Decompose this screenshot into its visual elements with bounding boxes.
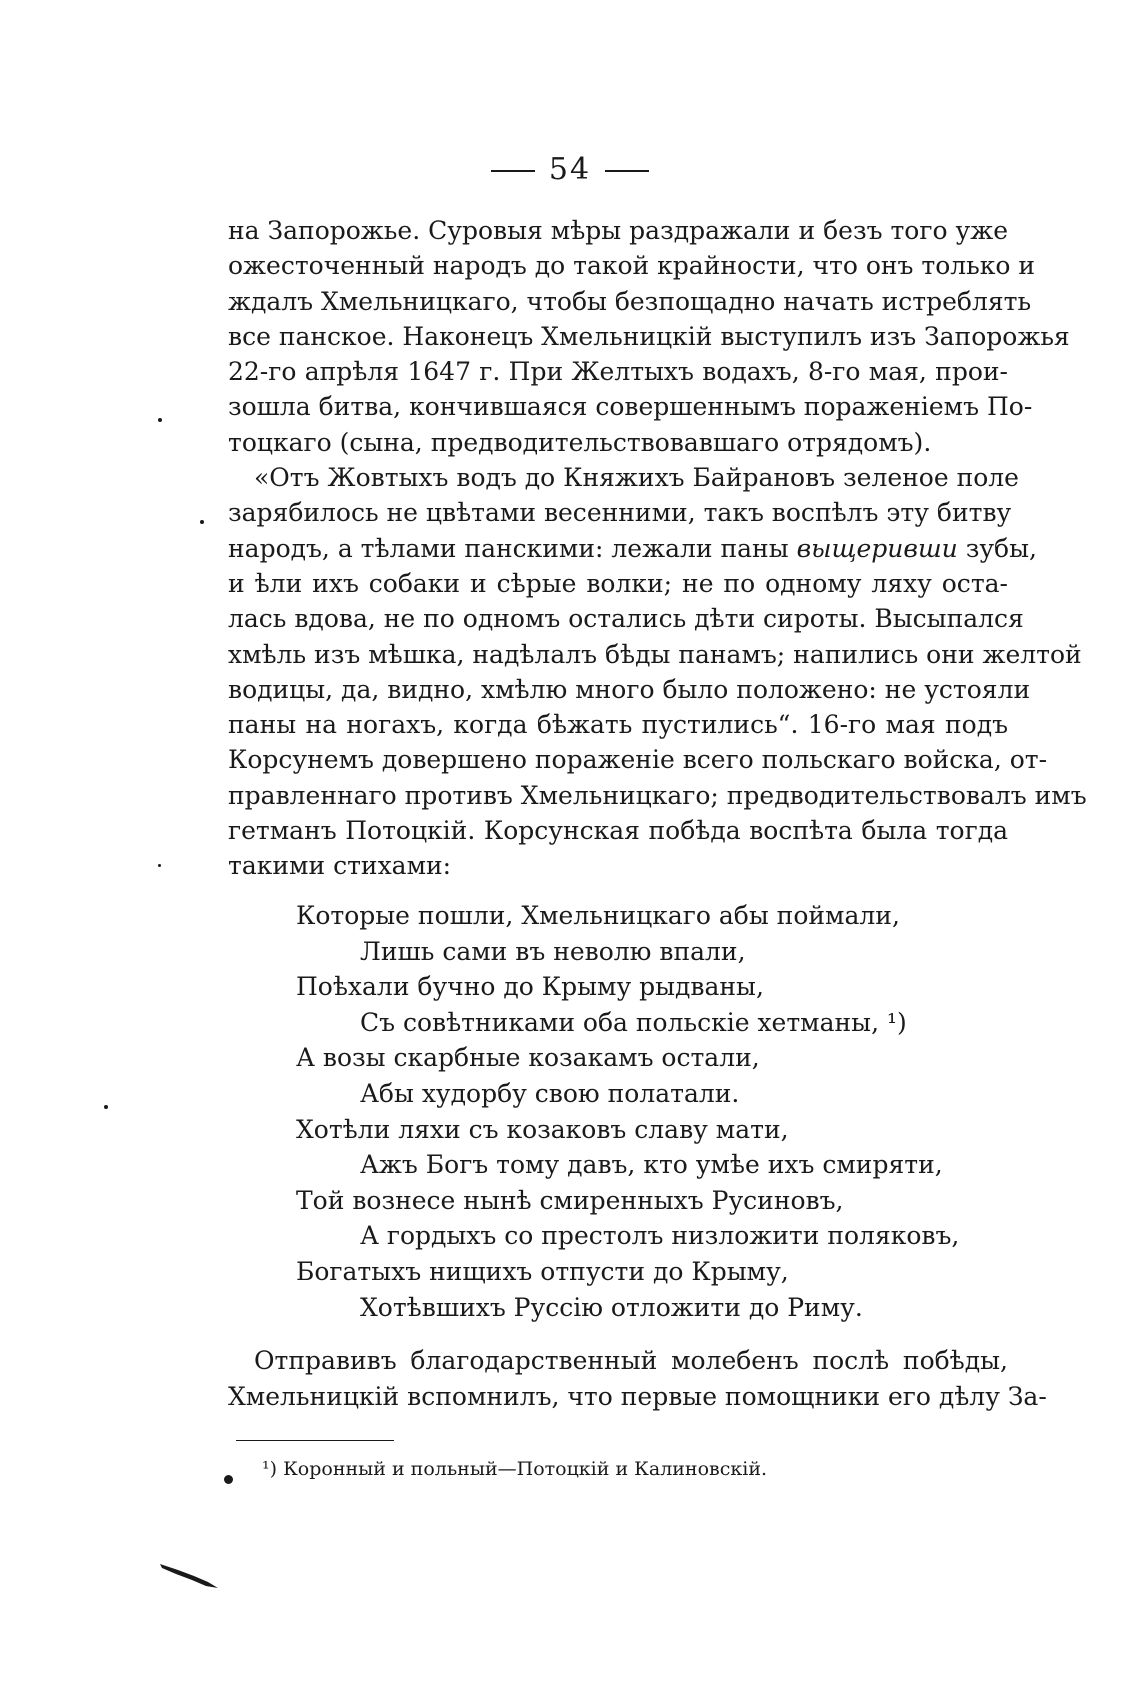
text-line-with-emphasis	[228, 531, 1037, 566]
poem-line: Лишь сами въ неволю впали,	[360, 936, 746, 966]
footnote-divider	[236, 1440, 394, 1441]
page-number: 54	[548, 152, 592, 187]
text-line: все панское. Наконецъ Хмельницкій выступилъ изъ Запорожья	[228, 321, 1070, 351]
text-fragment: народъ, а тѣлами панскими: лежали паны	[228, 533, 789, 563]
poem-line: Поѣхали бучно до Крыму рыдваны,	[296, 972, 764, 1002]
ink-smudge	[158, 1560, 220, 1590]
poem-line: Ажъ Богъ тому давъ, кто умѣе ихъ смиряти,	[360, 1150, 943, 1180]
text-line: ожесточенный народъ до такой крайности, что онъ только и	[228, 251, 1036, 281]
text-line: зошла битва, кончившаяся совершеннымъ пораженіемъ По-	[228, 392, 1033, 422]
scan-speck	[224, 1475, 233, 1484]
text-line: 22-го апрѣля 1647 г. При Желтыхъ водахъ, 8-го мая, прои-	[228, 357, 1008, 387]
poem-line: Съ совѣтниками оба польскіе хетманы, ¹)	[360, 1007, 907, 1037]
text-line: водицы, да, видно, хмѣлю много было положено: не устояли	[228, 674, 1031, 704]
scan-speck	[104, 1105, 108, 1109]
scan-speck	[158, 864, 161, 867]
poem-line: Абы худорбу свою полатали.	[360, 1078, 740, 1108]
left-dash	[491, 170, 535, 172]
footnote: ¹) Коронный и польный—Потоцкій и Калиновскій.	[262, 1458, 768, 1480]
text-line: Хмельницкій вспомнилъ, что первые помощники его дѣлу За-	[228, 1382, 1047, 1411]
text-line: на Запорожье. Суровыя мѣры раздражали и безъ того уже	[228, 216, 1008, 245]
scan-speck	[200, 520, 204, 524]
text-line: «Отъ Жовтыхъ водъ до Княжихъ Байрановъ зеленое поле	[254, 463, 1019, 493]
text-line: и ѣли ихъ собаки и сѣрые волки; не по одному ляху оста-	[228, 568, 1008, 598]
poem-line: Хотѣли ляхи съ козаковъ славу мати,	[296, 1114, 789, 1144]
text-line: тоцкаго (сына, предводительствовавшаго отрядомъ).	[228, 427, 932, 457]
text-line: хмѣль изъ мѣшка, надѣлалъ бѣды панамъ; напились они желтой	[228, 639, 1082, 669]
text-line: лась вдова, не по одномъ остались дѣти сироты. Высыпался	[228, 604, 1024, 634]
poem	[296, 898, 959, 1325]
poem-line: А возы скарбные козакамъ остали,	[296, 1043, 760, 1073]
poem-line: Той вознесе нынѣ смиренныхъ Русиновъ,	[296, 1185, 844, 1215]
main-text	[228, 213, 1087, 884]
text-line: правленнаго противъ Хмельницкаго; предводительствовалъ имъ	[228, 780, 1087, 810]
poem-line: Которые пошли, Хмельницкаго абы поймали,	[296, 901, 900, 930]
text-line: Отправивъ благодарственный молебенъ послѣ побѣды,	[254, 1346, 1008, 1375]
text-line: зарябилось не цвѣтами весенними, такъ воспѣлъ эту битву	[228, 498, 1012, 528]
poem-line: Богатыхъ нищихъ отпусти до Крыму,	[296, 1256, 789, 1286]
poem-line: А гордыхъ со престолъ низложити поляковъ,	[360, 1221, 960, 1251]
poem-line: Хотѣвшихъ Руссію отложити до Риму.	[360, 1292, 863, 1322]
text-line: такими стихами:	[228, 851, 452, 881]
text-fragment: зубы,	[965, 533, 1037, 563]
text-line: паны на ногахъ, когда бѣжать пустились“. 16-го мая подъ	[228, 710, 1008, 740]
italic-word: выщеривши	[796, 533, 958, 563]
text-line: Корсунемъ довершено пораженіе всего польскаго войска, от-	[228, 745, 1048, 775]
page-number-header	[0, 152, 1140, 187]
text-line: ждалъ Хмельницкаго, чтобы безпощадно начать истреблять	[228, 286, 1032, 316]
text-line: гетманъ Потоцкій. Корсунская побѣда воспѣта была тогда	[228, 816, 1008, 846]
closing-paragraph	[228, 1343, 1047, 1415]
right-dash	[605, 170, 649, 172]
scan-speck	[158, 418, 162, 422]
